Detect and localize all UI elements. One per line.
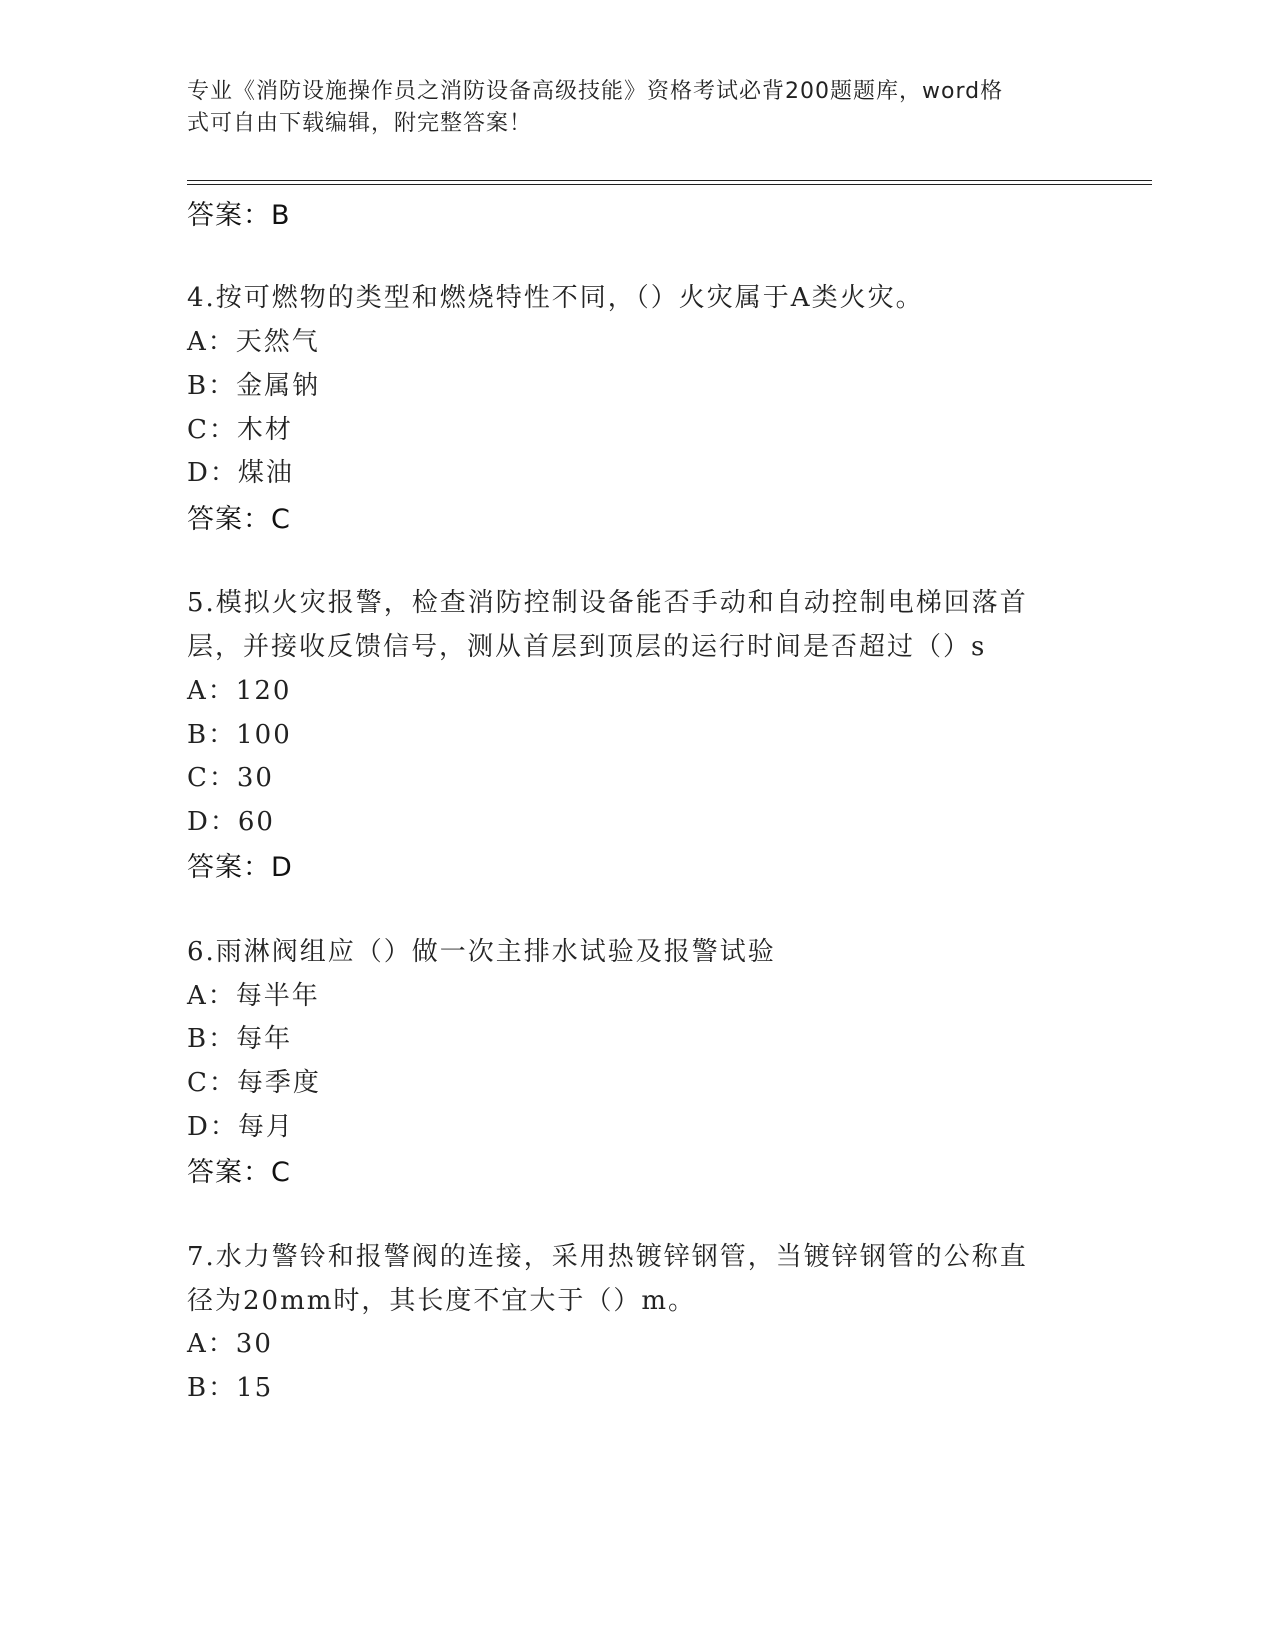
question-7-option-b: B：15 (187, 1373, 274, 1403)
question-4-option-c: C：木材 (187, 415, 293, 445)
question-4-option-b: B：金属钠 (187, 371, 321, 401)
answer-q5: 答案：D (187, 852, 293, 883)
question-5-option-d: D：60 (187, 807, 275, 837)
question-4-option-a: A：天然气 (187, 327, 320, 357)
question-4-option-d: D：煤油 (187, 458, 294, 488)
question-7-stem-line-1: 7.水力警铃和报警阀的连接，采用热镀锌钢管，当镀锌钢管的公称直 (187, 1242, 1028, 1272)
answer-q6: 答案：C (187, 1157, 291, 1188)
question-4-stem: 4.按可燃物的类型和燃烧特性不同，（）火灾属于A类火灾。 (187, 283, 924, 313)
answer-q3: 答案：B (187, 200, 291, 231)
question-5-stem-line-1: 5.模拟火灾报警，检查消防控制设备能否手动和自动控制电梯回落首 (187, 588, 1028, 618)
header-line-2: 式可自由下载编辑，附完整答案！ (187, 111, 533, 136)
answer-q4: 答案：C (187, 504, 291, 535)
header-divider-bottom (187, 184, 1152, 185)
question-7-stem-line-2: 径为20mm时，其长度不宜大于（）m。 (187, 1286, 697, 1316)
question-6-option-b: B：每年 (187, 1024, 293, 1054)
question-6-option-a: A：每半年 (187, 981, 320, 1011)
question-6-stem: 6.雨淋阀组应（）做一次主排水试验及报警试验 (187, 937, 776, 967)
header-line-1: 专业《消防设施操作员之消防设备高级技能》资格考试必背200题题库，word格 (187, 79, 1004, 104)
question-6-option-c: C：每季度 (187, 1068, 321, 1098)
document-header (187, 76, 1067, 140)
question-5-option-b: B：100 (187, 720, 292, 750)
question-5-option-c: C：30 (187, 763, 274, 793)
question-6-option-d: D：每月 (187, 1112, 294, 1142)
header-divider-top (187, 180, 1152, 181)
question-7-option-a: A：30 (187, 1329, 273, 1359)
question-5-option-a: A：120 (187, 676, 292, 706)
question-5-stem-line-2: 层，并接收反馈信号，测从首层到顶层的运行时间是否超过（）s (187, 632, 987, 662)
